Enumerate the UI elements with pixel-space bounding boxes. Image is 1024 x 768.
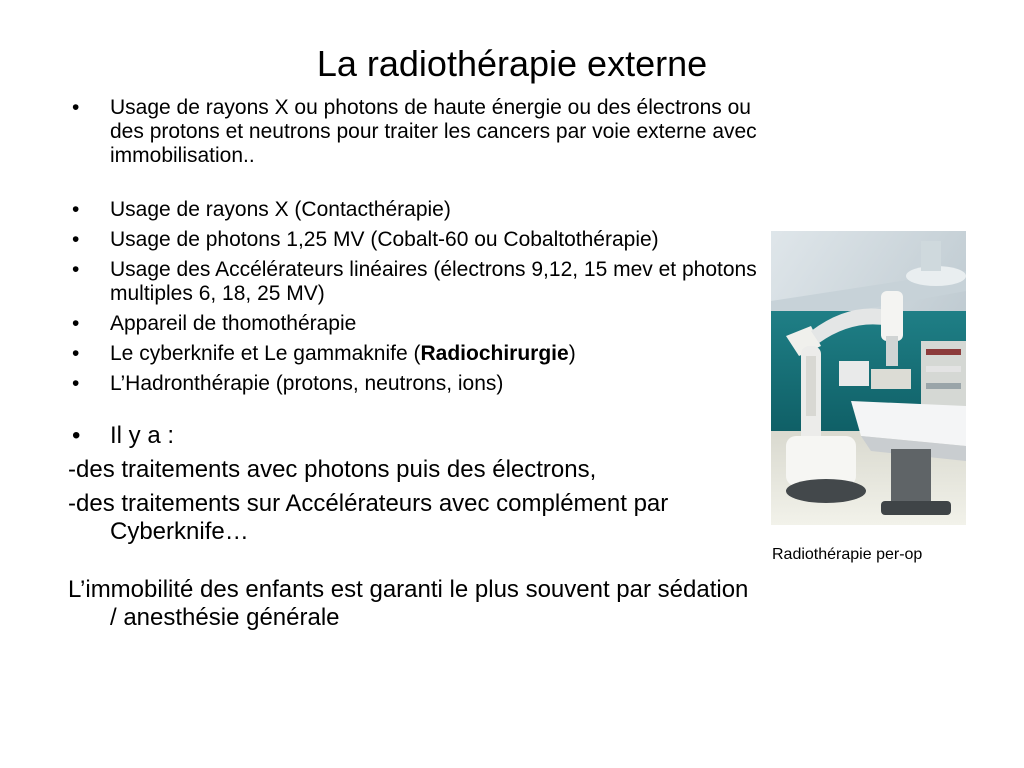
slide-content — [68, 96, 758, 632]
bullet-item — [68, 258, 758, 306]
bullet-text: Il y a : — [110, 422, 175, 449]
dash-line: -des traitements avec photons puis des électrons, — [68, 456, 597, 483]
bullet-mark: • — [72, 372, 80, 395]
bullet-item — [68, 312, 758, 336]
dash-line: -des traitements sur Accélérateurs avec complément par Cyberknife… — [68, 490, 669, 545]
bullet-text: Usage de rayons X ou photons de haute énergie ou des électrons ou des protons et neutrons pour traiter les cancers par voie externe avec immobilisation.. — [110, 96, 757, 167]
bullet-mark: • — [72, 342, 80, 365]
bullet-item — [68, 96, 758, 168]
bullet-text-after: ) — [568, 342, 576, 365]
bullet-item — [68, 198, 758, 222]
bullet-mark: • — [72, 228, 80, 251]
bullet-mark: • — [72, 422, 81, 449]
slide-title: La radiothérapie externe — [316, 43, 708, 84]
photo-caption: Radiothérapie per-op — [772, 546, 923, 563]
bullet-mark: • — [72, 312, 80, 335]
bullet-text-before: Le cyberknife et Le gammaknife ( — [110, 342, 421, 365]
bullet-text: Usage des Accélérateurs linéaires (électrons 9,12, 15 mev et photons multiples 6, 18, 25 MV) — [110, 258, 757, 305]
bullet-text: Usage de rayons X (Contacthérapie) — [110, 198, 451, 221]
bullet-item — [68, 372, 758, 396]
bullet-mark: • — [72, 198, 80, 221]
bullet-text-bold: Radiochirurgie — [420, 342, 569, 365]
bullet-mark: • — [72, 96, 80, 119]
closing-text: L’immobilité des enfants est garanti le plus souvent par sédation / anesthésie générale — [68, 576, 749, 631]
radiotherapy-photo — [771, 231, 966, 525]
bullet-text — [110, 342, 576, 365]
bullet-item — [68, 422, 758, 450]
bullet-text: L’Hadronthérapie (protons, neutrons, ions) — [110, 372, 504, 395]
bullet-item — [68, 228, 758, 252]
bullet-mark: • — [72, 258, 80, 281]
bullet-item — [68, 342, 758, 366]
bullet-text: Appareil de thomothérapie — [110, 312, 357, 335]
bullet-text: Usage de photons 1,25 MV (Cobalt-60 ou Cobaltothérapie) — [110, 228, 659, 251]
